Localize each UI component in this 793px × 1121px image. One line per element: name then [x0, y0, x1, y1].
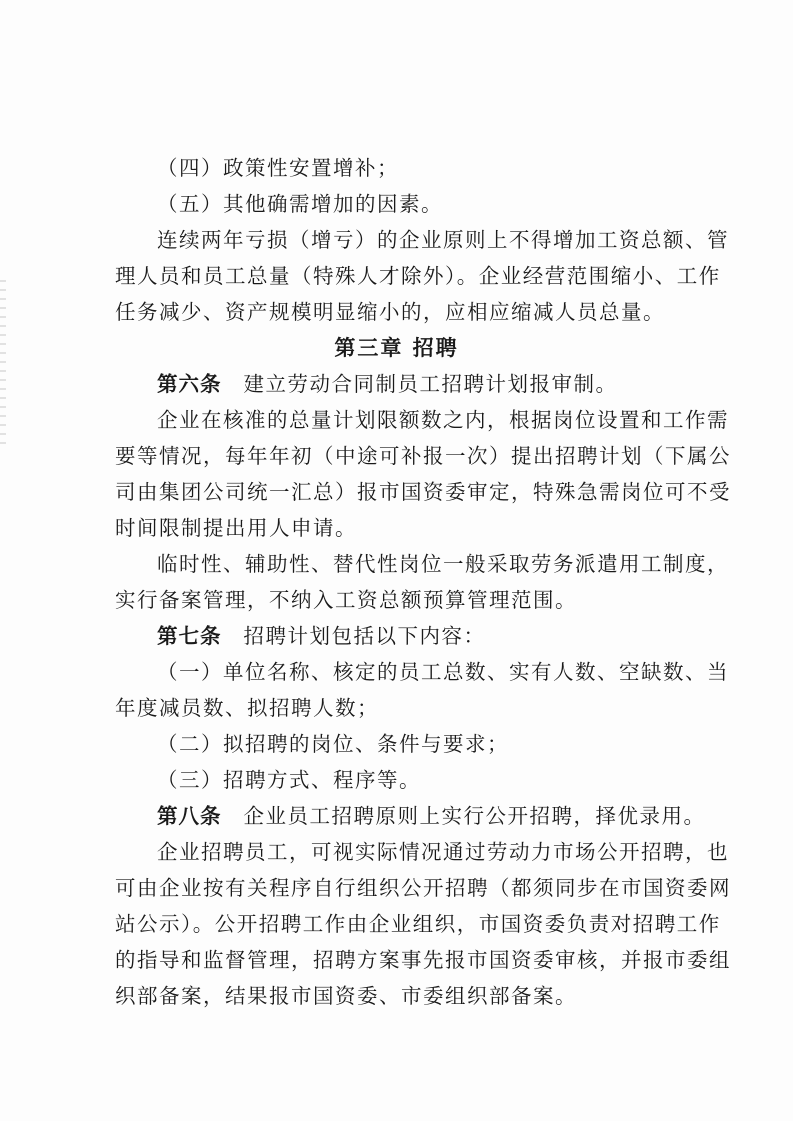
paragraph-line: （二）拟招聘的岗位、条件与要求； — [157, 732, 509, 756]
paragraph-line: 连续两年亏损（增亏）的企业原则上不得增加工资总额、管 — [157, 228, 729, 252]
paragraph-line: （四）政策性安置增补； — [157, 156, 399, 180]
article-label: 第八条 — [157, 804, 222, 828]
paragraph-line: 任务减少、资产规模明显缩小的，应相应缩减人员总量。 — [115, 300, 665, 324]
article-text: 招聘计划包括以下内容： — [243, 624, 486, 648]
paragraph-line: 织部备案，结果报市国资委、市委组织部备案。 — [115, 984, 577, 1008]
article-label: 第六条 — [157, 372, 222, 396]
paragraph-line: 可由企业按有关程序自行组织公开招聘（都须同步在市国资委网 — [115, 876, 731, 900]
paragraph-line: 企业招聘员工，可视实际情况通过劳动力市场公开招聘，也 — [157, 840, 729, 864]
paragraph-line: 要等情况，每年年初（中途可补报一次）提出招聘计划（下属公 — [115, 444, 731, 468]
article-label: 第七条 — [157, 624, 222, 648]
article-text: 建立劳动合同制员工招聘计划报审制。 — [243, 372, 618, 396]
paragraph-line: （一）单位名称、核定的员工总数、实有人数、空缺数、当 — [157, 660, 729, 684]
article-text: 企业员工招聘原则上实行公开招聘，择优录用。 — [243, 804, 706, 828]
paragraph-line: 企业在核准的总量计划限额数之内，根据岗位设置和工作需 — [157, 408, 729, 432]
paragraph-line: 的指导和监督管理，招聘方案事先报市国资委审核，并报市委组 — [115, 948, 731, 972]
article-line — [157, 618, 695, 654]
chapter-heading: 第三章 招聘 — [334, 336, 459, 360]
paragraph-line: 司由集团公司统一汇总）报市国资委审定，特殊急需岗位可不受 — [115, 480, 731, 504]
paragraph-line: 临时性、辅助性、替代性岗位一般采取劳务派遣用工制度， — [157, 552, 729, 576]
paragraph-line: （三）招聘方式、程序等。 — [157, 768, 421, 792]
paragraph-line: 时间限制提出用人申请。 — [115, 516, 357, 540]
article-line — [157, 366, 695, 402]
article-line — [157, 798, 706, 834]
paragraph-line: 年度减员数、拟招聘人数； — [115, 696, 379, 720]
paragraph-line: 站公示）。公开招聘工作由企业组织，市国资委负责对招聘工作 — [115, 912, 721, 936]
paragraph-line: （五）其他确需增加的因素。 — [157, 192, 443, 216]
paragraph-line: 实行备案管理，不纳入工资总额预算管理范围。 — [115, 588, 577, 612]
paragraph-line: 理人员和员工总量（特殊人才除外）。企业经营范围缩小、工作 — [115, 264, 721, 288]
